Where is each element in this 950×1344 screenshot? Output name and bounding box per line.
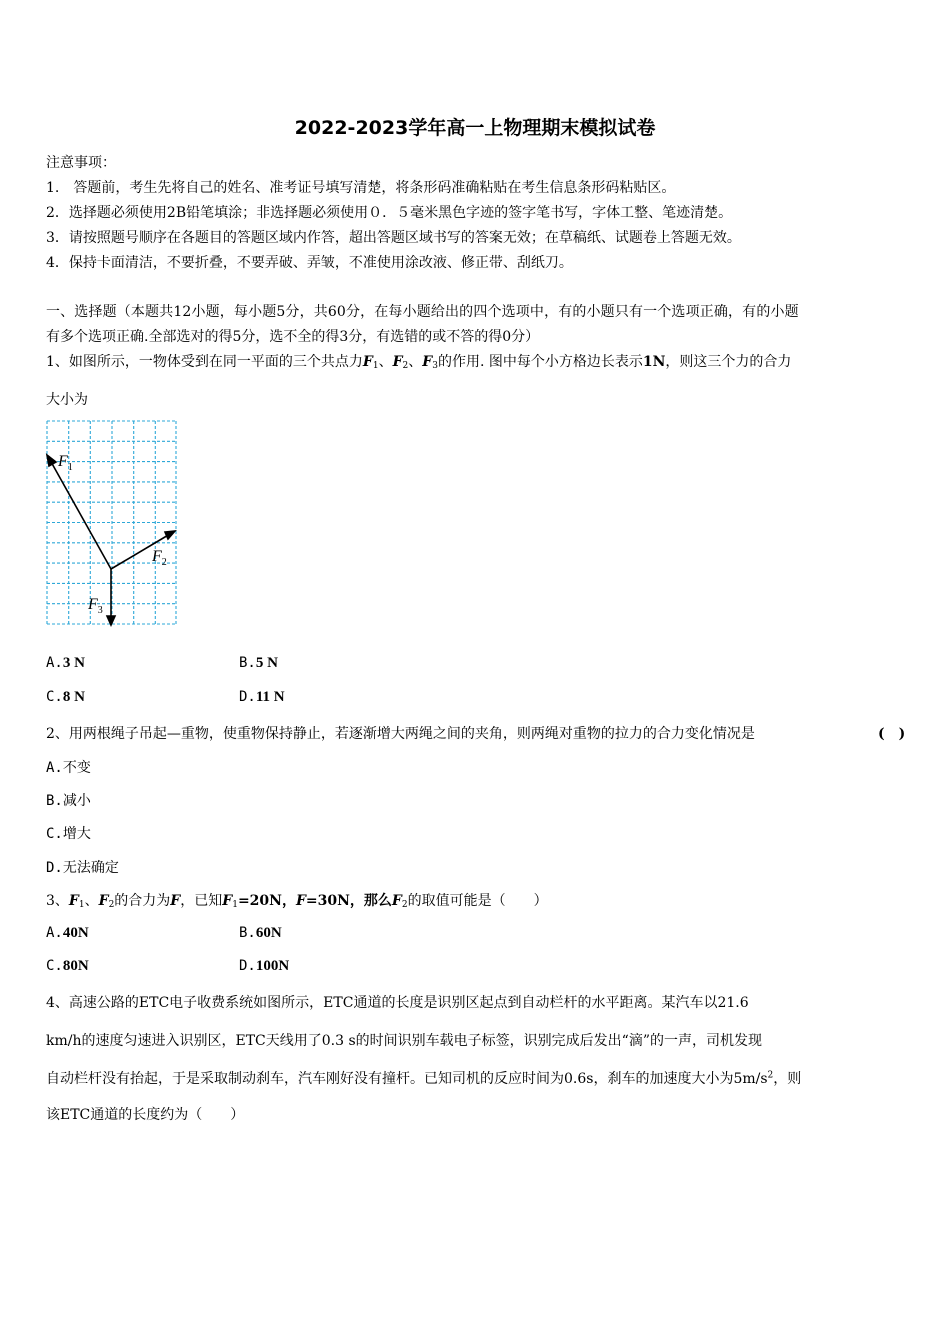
- q2-option-b[interactable]: B.减小: [46, 793, 91, 809]
- question-4-line2: km/h的速度匀速进入识别区，ETC天线用了0.3 s的时间识别车载电子标签，识别完成后发出“滴”的一声，司机发现: [46, 1033, 762, 1049]
- q2-option-c[interactable]: C.增大: [46, 826, 91, 842]
- q1-option-a[interactable]: A.3 N: [46, 655, 85, 671]
- q3-option-b[interactable]: B.60N: [239, 925, 282, 941]
- q2-option-a[interactable]: A.不变: [46, 760, 91, 776]
- section-heading-line2: 有多个选项正确.全部选对的得5分，选不全的得3分，有选错的或不答的得0分）: [46, 329, 540, 345]
- f2-arrowhead: [165, 531, 175, 539]
- question-4-line4: 该ETC通道的长度约为（ ）: [46, 1107, 245, 1123]
- question-2-text: 2、用两根绳子吊起—重物，使重物保持静止，若逐渐增大两绳之间的夹角，则两绳对重物的拉力的合力变化情况是: [46, 726, 755, 742]
- notice-item-1: 1. 答题前，考生先将自己的姓名、准考证号填写清楚，将条形码准确粘贴在考生信息条形码粘贴区。: [46, 180, 676, 196]
- q3-option-a[interactable]: A.40N: [46, 925, 89, 941]
- f1-label: $F_1$: [58, 453, 73, 473]
- notice-item-3: 3．请按照题号顺序在各题目的答题区域内作答，超出答题区域书写的答案无效；在草稿纸、试题卷上答题无效。: [46, 230, 741, 246]
- question-4-line3: 自动栏杆没有抬起，于是采取制动刹车，汽车刚好没有撞杆。已知司机的反应时间为0.6s，刹车的加速度大小为$5m/s^2$，则: [46, 1070, 802, 1087]
- question-1-line2: 大小为: [46, 392, 88, 408]
- q1-option-c[interactable]: C.8 N: [46, 689, 85, 705]
- question-3-text: 3、$F_1$、$F_2$的合力为F，已知$F_1=20N$，F=30N，那么$F_2$的取值可能是（ ）: [46, 893, 548, 910]
- q3-option-d[interactable]: D.100N: [239, 958, 290, 974]
- q3-option-c[interactable]: C.80N: [46, 958, 89, 974]
- f1-arrow: [50, 460, 111, 569]
- f2-label: $F_2$: [152, 548, 167, 568]
- notice-heading: 注意事项：: [46, 155, 116, 171]
- f3-label: $F_3$: [88, 596, 103, 616]
- q1-option-d[interactable]: D.11 N: [239, 689, 285, 705]
- q2-option-d[interactable]: D.无法确定: [46, 860, 119, 876]
- notice-item-2: 2．选择题必须使用2B铅笔填涂；非选择题必须使用０．５毫米黑色字迹的签字笔书写，字体工整、笔迹清楚。: [46, 205, 733, 221]
- force-diagram: [40, 415, 180, 630]
- notice-item-4: 4．保持卡面清洁，不要折叠，不要弄破、弄皱，不准使用涂改液、修正带、刮纸刀。: [46, 255, 573, 271]
- section-heading-line1: 一、选择题（本题共12小题，每小题5分，共60分，在每小题给出的四个选项中，有的小题只有一个选项正确，有的小题: [46, 304, 799, 320]
- question-1-text: 1、如图所示，一物体受到在同一平面的三个共点力$F_1$、$F_2$、$F_3$的作用. 图中每个小方格边长表示1N，则这三个力的合力: [46, 354, 792, 371]
- question-2-paren: ( ): [878, 726, 906, 742]
- question-4-line1: 4、高速公路的ETC电子收费系统如图所示，ETC通道的长度是识别区起点到自动栏杆的水平距离。某汽车以21.6: [46, 995, 749, 1011]
- page-title: 2022-2023学年高一上物理期末模拟试卷: [294, 117, 656, 139]
- f1-arrowhead: [47, 455, 56, 466]
- q1-option-b[interactable]: B.5 N: [239, 655, 278, 671]
- force-arrows: [47, 455, 175, 625]
